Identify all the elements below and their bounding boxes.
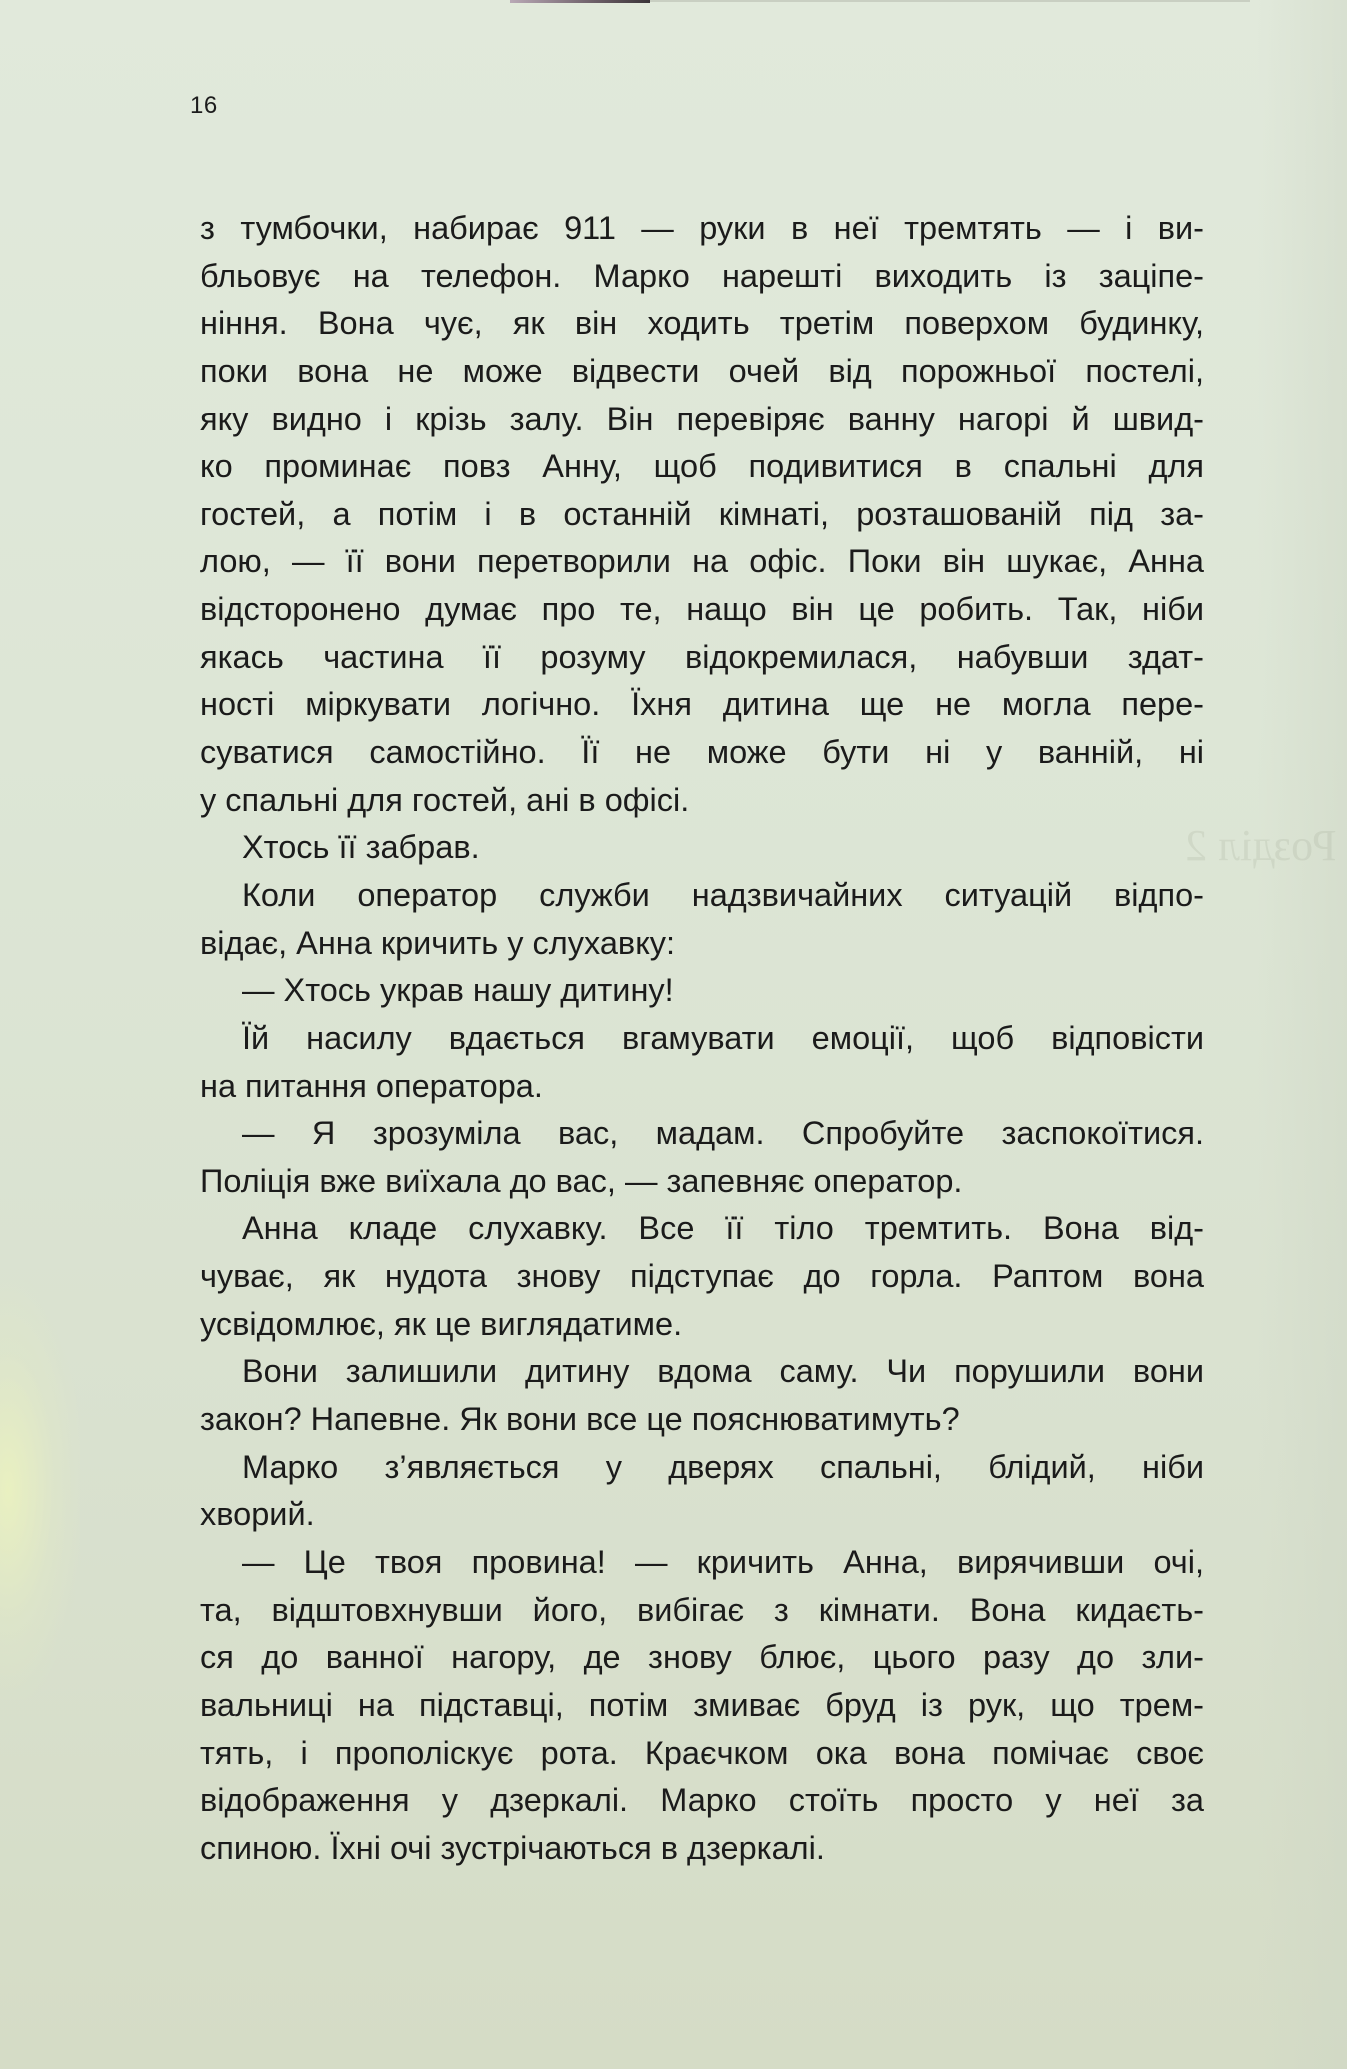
page-number: 16 (190, 92, 218, 119)
show-through-heading: 2 (1185, 821, 1208, 870)
text-line: хворий. (200, 1496, 315, 1533)
text-line: ко проминає повз Анну, щоб подивитися в спальні для (200, 448, 1204, 485)
text-line: гостей, а потім і в останній кімнаті, розташованій під за- (200, 495, 1204, 532)
text-line: Поліція вже виїхала до вас, — запевняє оператор. (200, 1162, 963, 1199)
text-line: усвідомлює, як це виглядатиме. (200, 1305, 683, 1342)
text-line: Їй насилу вдається вгамувати емоції, щоб відповісти (242, 1019, 1204, 1056)
text-line: якась частина її розуму відокремилася, набувши здат- (200, 638, 1204, 675)
page-top-edge (650, 0, 1250, 2)
text-line: у спальні для гостей, ані в офісі. (200, 781, 690, 818)
text-line: з тумбочки, набирає 911 — руки в неї тремтять — і ви- (200, 210, 1204, 246)
light-glare (0, 1280, 80, 1700)
text-line: Вони залишили дитину вдома саму. Чи порушили вони (242, 1353, 1204, 1390)
text-line: — Хтось украв нашу дитину! (242, 972, 674, 1009)
text-line: Марко з’являється у дверях спальні, блідий, ніби (242, 1448, 1204, 1485)
text-line: на питання оператора. (200, 1067, 543, 1104)
text-line: ніння. Вона чує, як він ходить третім поверхом будинку, (200, 305, 1204, 342)
text-line: та, відштовхнувши його, вибігає з кімнати. Вона кидаєть- (200, 1591, 1204, 1628)
text-line: ся до ванної нагору, де знову блює, цього разу до зли- (200, 1639, 1204, 1676)
text-line: — Я зрозуміла вас, мадам. Спробуйте заспокоїтися. (242, 1115, 1204, 1152)
text-line: Хтось її забрав. (242, 829, 480, 866)
text-line: поки вона не може відвести очей від порожньої постелі, (200, 352, 1204, 389)
text-line: бльовує на телефон. Марко нарешті виходить із заціпе- (200, 257, 1204, 294)
text-line: ності міркувати логічно. Їхня дитина ще не могла пере- (200, 686, 1204, 723)
text-line: лою, — її вони перетворили на офіс. Поки він шукає, Анна (200, 543, 1204, 580)
text-line: тять, і прополіскує рота. Краєчком ока вона помічає своє (200, 1734, 1204, 1771)
text-line: відсторонено думає про те, нащо він це робить. Так, ніби (200, 591, 1204, 628)
text-line: — Це твоя провина! — кричить Анна, вирячивши очі, (242, 1543, 1204, 1580)
page-curl-shade (1257, 0, 1347, 2069)
text-line: спиною. Їхні очі зустрічаються в дзеркалі. (200, 1829, 825, 1866)
text-line: закон? Напевне. Як вони все це пояснюватимуть? (200, 1401, 960, 1438)
text-line: вальниці на підставці, потім змиває бруд із рук, що трем- (200, 1686, 1204, 1723)
text-line: Коли оператор служби надзвичайних ситуацій відпо- (242, 876, 1204, 913)
text-line: відає, Анна кричить у слухавку: (200, 924, 676, 961)
text-line: відображення у дзеркалі. Марко стоїть просто у неї за (200, 1782, 1204, 1819)
text-line: яку видно і крізь залу. Він перевіряє ванну нагорі й швид- (200, 400, 1204, 437)
page-top-edge-shadow (510, 0, 650, 3)
text-line: чуває, як нудота знову підступає до горла. Раптом вона (200, 1258, 1204, 1295)
text-line: суватися самостійно. Її не може бути ні у ванній, ні (200, 734, 1204, 771)
body-text (200, 205, 1204, 1872)
text-line: Анна кладе слухавку. Все її тіло тремтить. Вона від- (242, 1210, 1204, 1247)
